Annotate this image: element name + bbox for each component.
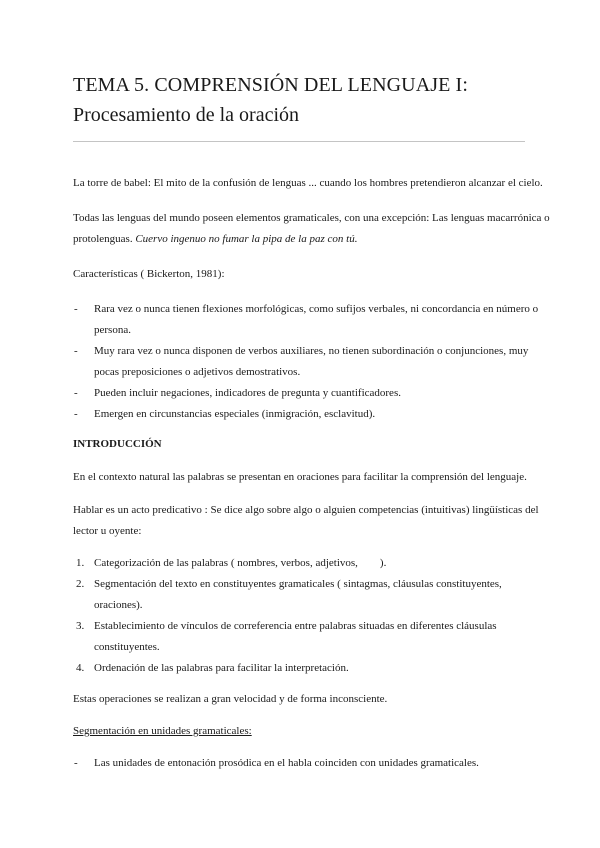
intro-paragraph-babel: La torre de babel: El mito de la confusión de lenguas ... cuando los hombres pretendieron alcanzar el cielo.: [73, 177, 543, 189]
list-number: 2.: [76, 578, 85, 590]
list-bullet: -: [74, 408, 78, 420]
body-paragraph-context: En el contexto natural las palabras se presentan en oraciones para facilitar la comprensión del lenguaje.: [73, 471, 527, 483]
body-paragraph-predicative-line1: Hablar es un acto predicativo : Se dice algo sobre algo o alguien competencias (intuitivas) lingüísticas del: [73, 504, 539, 516]
numbered-list-item-continuation: constituyentes.: [94, 641, 160, 653]
body-paragraph-predicative-line2: lector u oyente:: [73, 525, 142, 537]
list-bullet: -: [74, 345, 78, 357]
characteristics-label: Características ( Bickerton, 1981):: [73, 268, 225, 280]
closing-paragraph: Estas operaciones se realizan a gran velocidad y de forma inconsciente.: [73, 693, 388, 705]
list-number: 3.: [76, 620, 85, 632]
title-divider: [73, 141, 525, 142]
document-subtitle: Procesamiento de la oración: [73, 104, 300, 126]
list-bullet: -: [74, 757, 78, 769]
example-sentence: Cuervo ingenuo no fumar la pipa de la paz con tú.: [135, 233, 358, 245]
list-number: 1.: [76, 557, 85, 569]
list-item: Emergen en circunstancias especiales (inmigración, esclavitud).: [94, 408, 376, 420]
list-item: Muy rara vez o nunca disponen de verbos auxiliares, no tienen subordinación o conjunciones, muy: [94, 345, 529, 357]
list-item: Pueden incluir negaciones, indicadores de pregunta y cuantificadores.: [94, 387, 401, 399]
section-heading-introduccion: INTRODUCCIÓN: [73, 438, 162, 450]
list-number: 4.: [76, 662, 85, 674]
list-item-continuation: pocas preposiciones o adjetivos demostrativos.: [94, 366, 301, 378]
subsection-heading-segmentacion: Segmentación en unidades gramaticales:: [73, 725, 252, 737]
intro-paragraph-languages-line2: [73, 229, 529, 250]
list-bullet: -: [74, 303, 78, 315]
list-bullet: -: [74, 387, 78, 399]
numbered-list-item-text: Categorización de las palabras ( nombres, verbos, adjetivos,: [94, 557, 358, 569]
list-item: Rara vez o nunca tienen flexiones morfológicas, como sufijos verbales, ni concordancia en número o: [94, 303, 539, 315]
numbered-list-item-text-end: ).: [379, 557, 387, 569]
list-item: Las unidades de entonación prosódica en el habla coinciden con unidades gramaticales.: [94, 757, 479, 769]
numbered-list-item: [94, 553, 528, 574]
numbered-list-item: Establecimiento de vínculos de correferencia entre palabras situadas en diferentes cláusulas: [94, 620, 497, 632]
protolenguas-text: protolenguas.: [73, 233, 133, 245]
intro-paragraph-languages-line1: Todas las lenguas del mundo poseen elementos gramaticales, con una excepción: Las lenguas macarrónica o: [73, 212, 550, 224]
list-item-continuation: persona.: [94, 324, 131, 336]
numbered-list-item: Ordenación de las palabras para facilitar la interpretación.: [94, 662, 349, 674]
document-title: TEMA 5. COMPRENSIÓN DEL LENGUAJE I:: [73, 74, 468, 96]
numbered-list-item: Segmentación del texto en constituyentes gramaticales ( sintagmas, cláusulas constituyentes,: [94, 578, 502, 590]
numbered-list-item-continuation: oraciones).: [94, 599, 143, 611]
